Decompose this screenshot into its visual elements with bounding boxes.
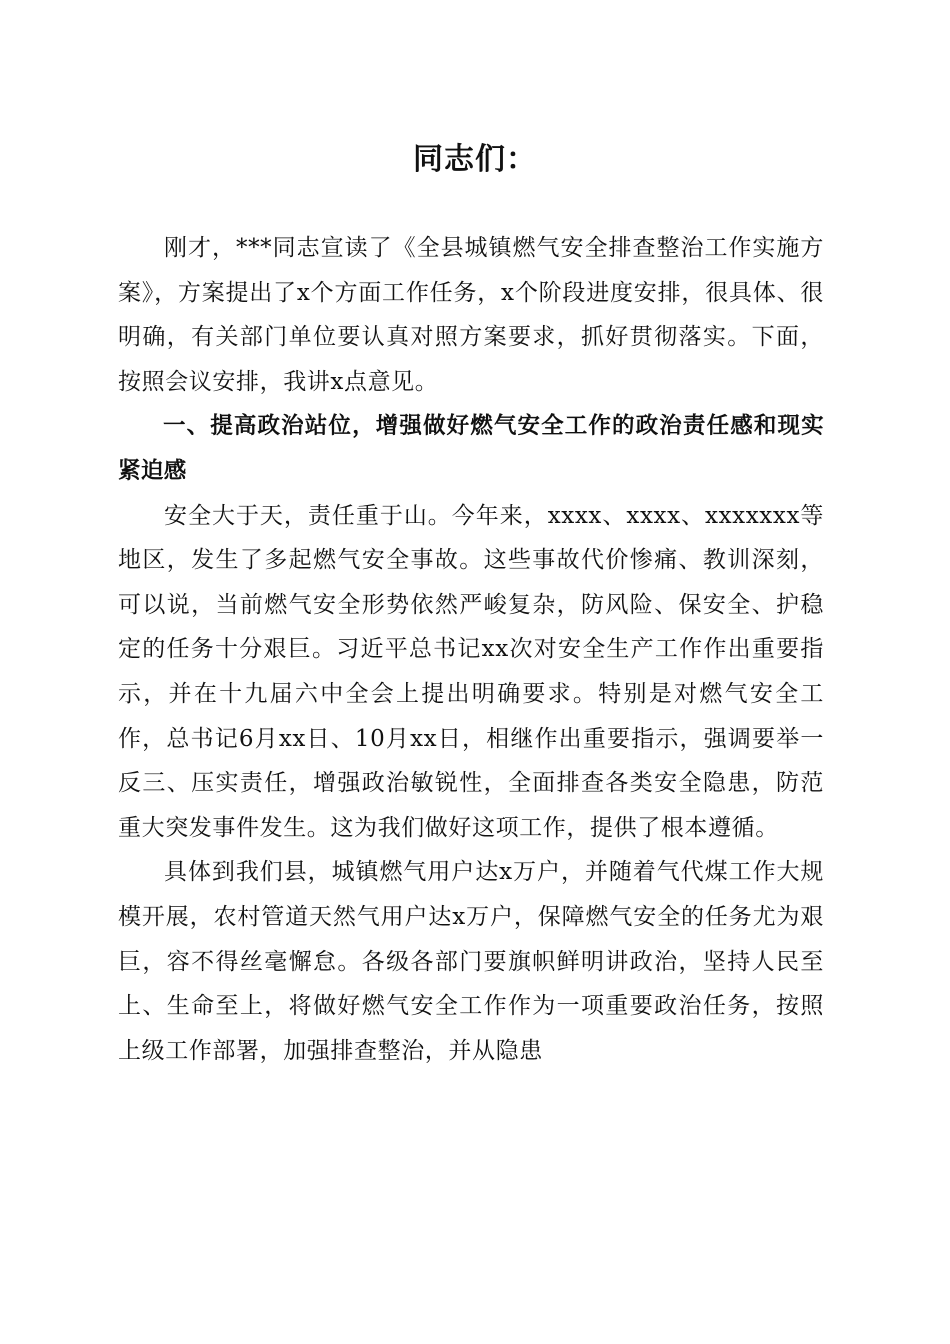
paragraph-opening: 刚才，***同志宣读了《全县城镇燃气安全排查整治工作实施方案》，方案提出了x个方面工作任务，x个阶段进度安排，很具体、很明确，有关部门单位要认真对照方案要求，抓好贯彻落实。下面，按照会议安排，我讲x点意见。	[118, 235, 824, 395]
paragraph-safety-situation: 安全大于天，责任重于山。今年来，xxxx、xxxx、xxxxxxx等地区，发生了多起燃气安全事故。这些事故代价惨痛、教训深刻，可以说，当前燃气安全形势依然严峻复杂，防风险、保安全、护稳定的任务十分艰巨。习近平总书记xx次对安全生产工作作出重要指示，并在十九届六中全会上提出明确要求。特别是对燃气安全工作，总书记6月xx日、10月xx日，相继作出重要指示，强调要举一反三、压实责任，增强政治敏锐性，全面排查各类安全隐患，防范重大突发事件发生。这为我们做好这项工作，提供了根本遵循。	[118, 502, 824, 841]
section-heading-1: 一、提高政治站位，增强做好燃气安全工作的政治责任感和现实紧迫感	[118, 413, 824, 484]
document-body	[118, 226, 824, 1073]
document-salutation: 同志们：	[413, 142, 537, 177]
paragraph-county-situation: 具体到我们县，城镇燃气用户达x万户，并随着气代煤工作大规模开展，农村管道天然气用户达x万户，保障燃气安全的任务尤为艰巨，容不得丝毫懈怠。各级各部门要旗帜鲜明讲政治，坚持人民至上、生命至上，将做好燃气安全工作作为一项重要政治任务，按照上级工作部署，加强排查整治，并从隐患	[118, 859, 824, 1064]
